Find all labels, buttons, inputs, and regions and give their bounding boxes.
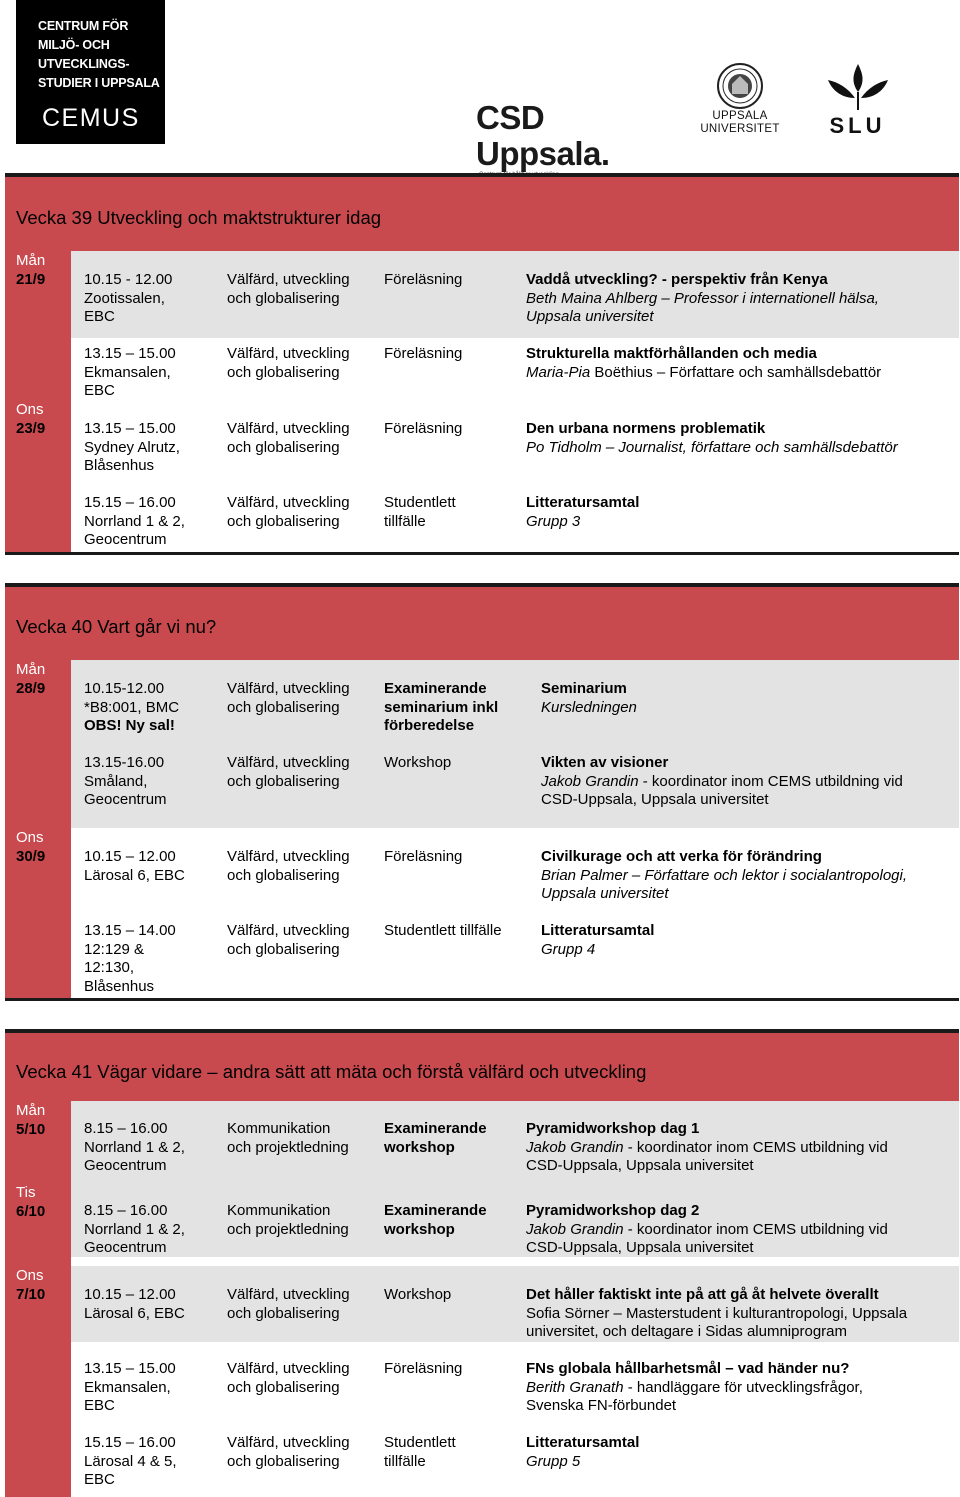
session-details: FNs globala hållbarhetsmål – vad händer nu? Berith Granath - handläggare för utvecklingsfrågor, Svenska FN-förbundet bbox=[526, 1360, 863, 1415]
uu-seal-icon bbox=[716, 62, 764, 110]
session-details: Civilkurage och att verka för förändring Brian Palmer – Författare och lektor i socialantropologi, Uppsala universitet bbox=[541, 848, 908, 903]
week-40-section bbox=[5, 583, 959, 1001]
week-title: Vecka 39 Utveckling och maktstrukturer idag bbox=[16, 207, 382, 228]
session-time-place: 13.15 – 15.00 Ekmansalen, EBC bbox=[84, 345, 176, 400]
session-details: Vaddå utveckling? - perspektiv från Kenya Beth Maina Ahlberg – Professor i internationell hälsa, Uppsala universitet bbox=[526, 271, 879, 326]
cemus-logo-line: STUDIER I UPPSALA bbox=[38, 76, 160, 90]
session-time-place: 10.15 – 12.00 Lärosal 6, EBC bbox=[84, 848, 185, 884]
week-title: Vecka 41 Vägar vidare – andra sätt att mäta och förstå välfärd och utveckling bbox=[16, 1061, 647, 1082]
week-header bbox=[5, 1029, 959, 1101]
session-theme: Kommunikation och projektledning bbox=[227, 1120, 349, 1156]
session-time-place: 8.15 – 16.00 Norrland 1 & 2, Geocentrum bbox=[84, 1120, 185, 1175]
csd-uppsala-logo bbox=[476, 99, 681, 172]
session-time-place: 10.15 – 12.00 Lärosal 6, EBC bbox=[84, 1286, 185, 1322]
session-type: Föreläsning bbox=[384, 1360, 463, 1377]
session-theme: Välfärd, utveckling och globalisering bbox=[227, 271, 350, 307]
slu-logo bbox=[820, 62, 895, 142]
week-header bbox=[5, 173, 959, 251]
session-time-place: 10.15-12.00 *B8:001, BMC OBS! Ny sal! bbox=[84, 680, 180, 735]
session-type: Föreläsning bbox=[384, 271, 463, 288]
session-time-place: 15.15 – 16.00 Norrland 1 & 2, Geocentrum bbox=[84, 494, 185, 549]
session-details: Den urbana normens problematik Po Tidholm – Journalist, författare och samhällsdebattör bbox=[526, 420, 898, 456]
cemus-logo bbox=[16, 0, 165, 144]
session-theme: Välfärd, utveckling och globalisering bbox=[227, 848, 350, 884]
day-label: Ons 7/10 bbox=[16, 1267, 46, 1303]
session-type: Föreläsning bbox=[384, 420, 463, 437]
cemus-logo-line: MILJÖ- OCH bbox=[38, 38, 110, 52]
slu-logo-text: SLU bbox=[829, 113, 886, 138]
session-time-place: 8.15 – 16.00 Norrland 1 & 2, Geocentrum bbox=[84, 1202, 185, 1257]
day-label: Mån 5/10 bbox=[16, 1102, 46, 1138]
session-type: Workshop bbox=[384, 1286, 452, 1303]
session-details: Litteratursamtal Grupp 5 bbox=[526, 1434, 640, 1470]
session-theme: Välfärd, utveckling och globalisering bbox=[227, 1360, 350, 1396]
session-details: Litteratursamtal Grupp 3 bbox=[526, 494, 640, 530]
session-time-place: 10.15 - 12.00 Zootissalen, EBC bbox=[84, 271, 173, 326]
session-type: Föreläsning bbox=[384, 848, 463, 865]
session-theme: Välfärd, utveckling och globalisering bbox=[227, 1434, 350, 1470]
cemus-logo-brand: CEMUS bbox=[42, 104, 140, 132]
session-theme: Välfärd, utveckling och globalisering bbox=[227, 1286, 350, 1322]
day-label: Ons 30/9 bbox=[16, 829, 46, 865]
uu-logo-line: UNIVERSITET bbox=[700, 122, 780, 135]
csd-logo-text: CSD Uppsala. bbox=[476, 99, 610, 172]
uppsala-universitet-logo bbox=[695, 62, 785, 142]
session-details: Det håller faktiskt inte på att gå åt helvete överallt Sofia Sörner – Masterstudent i kulturantropologi, Uppsala universitet, och deltagare i Sidas alumniprogram bbox=[526, 1286, 908, 1341]
cemus-logo-line: UTVECKLINGS- bbox=[38, 57, 130, 71]
session-theme: Välfärd, utveckling och globalisering bbox=[227, 420, 350, 456]
session-type: Examinerande workshop bbox=[384, 1202, 487, 1238]
session-time-place: 15.15 – 16.00 Lärosal 4 & 5, EBC bbox=[84, 1434, 177, 1489]
session-details: Pyramidworkshop dag 2 Jakob Grandin - koordinator inom CEMS utbildning vid CSD-Uppsala, Uppsala universitet bbox=[526, 1202, 888, 1257]
session-theme: Välfärd, utveckling och globalisering bbox=[227, 494, 350, 530]
session-type: Studentlett tillfälle bbox=[384, 1434, 456, 1470]
session-time-place: 13.15 – 15.00 Ekmansalen, EBC bbox=[84, 1360, 176, 1415]
session-type: Examinerande workshop bbox=[384, 1120, 487, 1156]
session-theme: Kommunikation och projektledning bbox=[227, 1202, 349, 1238]
session-time-place: 13.15 – 15.00 Sydney Alrutz, Blåsenhus bbox=[84, 420, 180, 475]
session-type: Examinerande seminarium inkl förberedelse bbox=[384, 680, 499, 735]
week-title: Vecka 40 Vart går vi nu? bbox=[16, 616, 217, 637]
week-39-section bbox=[5, 173, 959, 555]
day-label: Tis 6/10 bbox=[16, 1184, 46, 1220]
session-theme: Välfärd, utveckling och globalisering bbox=[227, 922, 350, 958]
session-details: Pyramidworkshop dag 1 Jakob Grandin - koordinator inom CEMS utbildning vid CSD-Uppsala, Uppsala universitet bbox=[526, 1120, 888, 1175]
day-label: Mån 21/9 bbox=[16, 252, 46, 288]
slu-leaf-icon bbox=[823, 62, 893, 112]
session-type: Studentlett tillfälle bbox=[384, 922, 502, 939]
session-details: Litteratursamtal Grupp 4 bbox=[541, 922, 655, 958]
session-type: Workshop bbox=[384, 754, 452, 771]
section-bottom-border bbox=[5, 552, 959, 555]
session-time-place: 13.15 – 14.00 12:129 & 12:130, Blåsenhus bbox=[84, 922, 176, 995]
uu-logo-line: UPPSALA bbox=[712, 110, 768, 122]
session-type: Studentlett tillfälle bbox=[384, 494, 456, 530]
day-label: Ons 23/9 bbox=[16, 401, 46, 437]
session-theme: Välfärd, utveckling och globalisering bbox=[227, 680, 350, 716]
section-bottom-border bbox=[5, 998, 959, 1001]
cemus-logo-line: CENTRUM FÖR bbox=[38, 19, 129, 33]
week-header bbox=[5, 583, 959, 660]
session-time-place: 13.15-16.00 Småland, Geocentrum bbox=[84, 754, 167, 809]
session-type: Föreläsning bbox=[384, 345, 463, 362]
day-label: Mån 28/9 bbox=[16, 661, 46, 697]
session-theme: Välfärd, utveckling och globalisering bbox=[227, 754, 350, 790]
week-41-section bbox=[5, 1029, 959, 1497]
session-theme: Välfärd, utveckling och globalisering bbox=[227, 345, 350, 381]
session-details: Strukturella maktförhållanden och media Maria-Pia Boëthius – Författare och samhällsdebattör bbox=[526, 345, 882, 381]
session-details: Vikten av visioner Jakob Grandin - koordinator inom CEMS utbildning vid CSD-Uppsala, Uppsala universitet bbox=[541, 754, 903, 809]
session-details: Seminarium Kursledningen bbox=[541, 680, 637, 716]
